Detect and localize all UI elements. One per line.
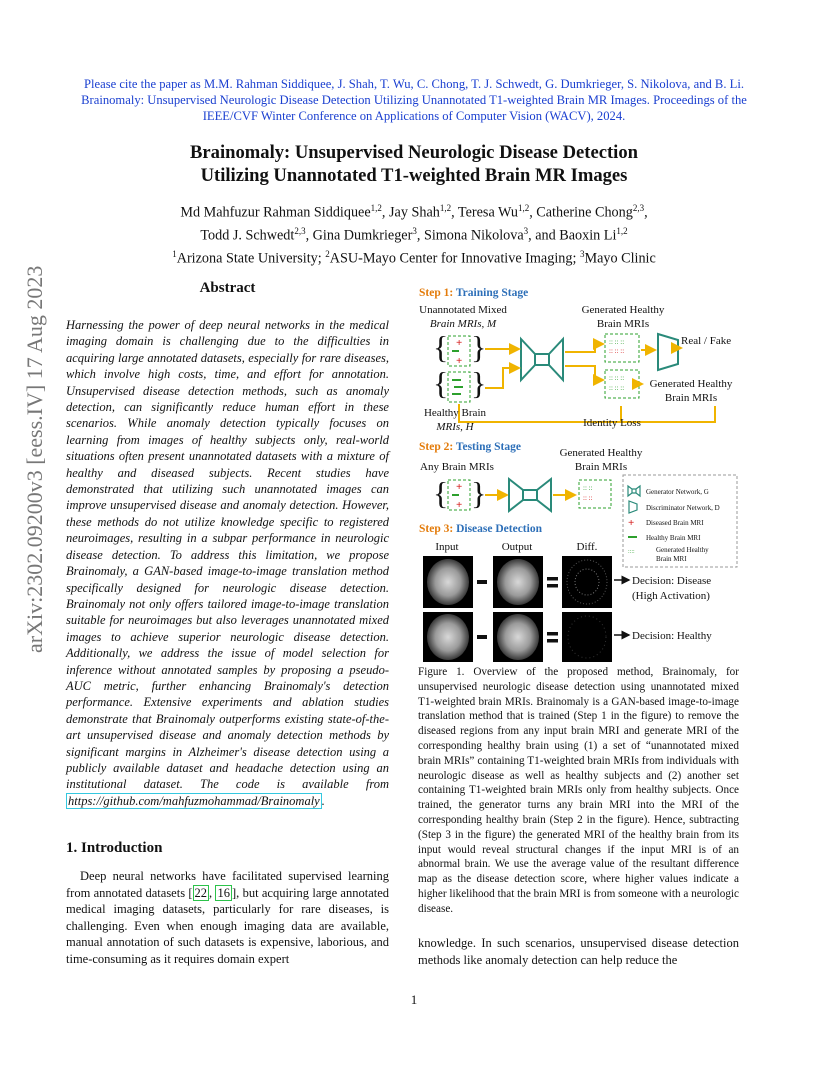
figure-caption: Figure 1. Overview of the proposed method, Brainomaly, for unsupervised neurologic disease detection using unannotated mixed T1-weighted brain MRIs. Brainomaly is a GAN-based image-to-image translation method that is trained (Step 1 in the figure) to remove the diseased regions from any input brain MRI and generate MRI of the corresponding healthy brain using (1) a set of “unannotated mixed brain MRIs” containing T1-weighted brain MRIs from individuals with neurologic disease as well as healthy subjects and (2) another set containing T1-weighted brain MRIs only from healthy subjects. Once trained, the generator turns any brain MRI into the MRI of the corresponding healthy brain (Step 2 in the figure). Hence, subtracting (Step 3 in the figure) the generated MRI of the healthy brain from its input would reveal structural changes if the input MRI is of an abnormal brain. We use the average value of the resultant difference map as the disease detection score, where higher values indicate a higher likelihood that the brain MRI is from someone with a neurologic disease. [418,666,739,915]
step2-heading: Step 2: Testing Stage [419,441,521,453]
arxiv-sidebar [18,265,52,657]
generated-healthy-label: Generated Healthy [581,304,665,316]
page-number: 1 [410,992,418,1007]
svg-text::: ::: :: :: [583,494,593,502]
step3-heading: Step 3: Disease Detection [419,523,542,535]
difference-map-image [562,612,612,662]
abstract-end: . [321,793,325,808]
intro-text: ], but acquiring large annotated medical imaging datasets, particularly for rare diseases, is challenging. Even when enough imaging data are available, manual annotation of such datasets is expensive, laborious, and time-consuming as it requires domain expert [66,885,390,966]
svg-text::: :: ::: :: :: :: [609,338,625,346]
citation-ref[interactable]: 16 [217,885,230,900]
generator-network-icon [521,339,563,380]
author-name: , and Baoxin Li [528,227,617,244]
svg-text::: :: ::: :: :: :: [609,374,625,382]
unannotated-label: Brain MRIs, M [429,318,497,330]
legend-generated: Generated Healthy [656,546,709,554]
affiliation-name: ASU-Mayo Center for Innovative Imaging; [329,251,580,268]
affiliation-mark: 1,2 [616,226,628,237]
generated-marker-icon: :::: [628,549,635,555]
input-mri-image [427,614,469,660]
decision-disease: (High Activation) [632,590,710,602]
healthy-mri-set [433,365,486,402]
author-name: , Gina Dumkrieger [305,227,413,244]
affiliation-mark: 2,3 [632,203,645,213]
affiliation-mark: 1,2 [439,203,452,213]
svg-text:{: { [433,475,449,511]
diff-column-label: Diff. [576,541,598,553]
output-mri-image [497,559,539,605]
intro-text: Deep neural networks have facilitated supervised learning from annotated datasets [ [66,869,389,900]
generator-network-icon [628,486,640,496]
affiliation-name: Arizona State University; [176,251,326,268]
author-name: , Teresa Wu [451,204,518,221]
decision-healthy: Decision: Healthy [632,630,712,642]
svg-text:+: + [456,337,463,349]
affiliation-name: Mayo Clinic [584,251,656,268]
generated-mri-set [579,480,611,508]
code-link[interactable]: https://github.com/mahfuzmohammad/Brainomaly [68,793,320,808]
input-mri-image [427,559,469,605]
input-mri-set [433,475,486,511]
svg-text:+: + [456,355,463,367]
affiliation-mark: 1,2 [517,203,530,213]
generated-healthy-label: Brain MRIs [574,461,628,473]
authors-line-1: Md Mahfuzur Rahman Siddiquee$^{1,2}$, Jay Shah$^{1,2}$, Teresa Wu$^{1,2}$, Catherine Chong$^{2,3}$, [180,203,648,221]
difference-map-image [562,556,612,608]
affiliation-mark: 3 [412,226,417,237]
output-column-label: Output [501,541,533,553]
healthy-mri-label: MRIs, H [436,421,474,433]
svg-text::: :: ::: :: :: :: [609,347,625,355]
generator-network-icon [509,479,551,511]
healthy-mri-label: Healthy Brain [423,407,487,419]
intro-paragraph [66,868,389,967]
affiliation-mark: 2,3 [294,226,306,237]
real-fake-label: Real / Fake [681,335,732,347]
abstract-heading: Abstract [199,280,256,296]
svg-text:{: { [433,365,449,401]
author-name: Md Mahfuzur Rahman Siddiquee [180,204,371,221]
paper-title [100,141,728,187]
svg-text::: ::: :: :: [583,484,593,492]
authors-line-2 [80,222,748,245]
author-name: , Jay Shah [381,204,440,221]
intro-text: , [209,885,216,900]
discriminator-network-icon [658,334,678,370]
decision-disease: Decision: Disease [632,575,712,587]
svg-text::: :: ::: :: :: :: [609,384,625,392]
figure-1-diagram [415,282,740,662]
diseased-marker-icon: + [628,517,635,529]
legend-healthy: Healthy Brain MRI [646,534,701,542]
figure-legend [623,475,737,567]
svg-text:}: } [471,475,487,511]
affiliation-mark: 3 [523,226,529,237]
svg-text:{: { [433,329,449,365]
legend-discriminator: Discriminator Network, D [646,504,720,512]
generated-healthy-label: Brain MRIs [596,318,650,330]
discriminator-network-icon [629,501,637,513]
affiliation-mark: 1 [172,249,177,260]
input-column-label: Input [435,541,459,553]
svg-text:+: + [456,499,463,511]
generated-mri-set [605,334,639,362]
section-heading: 1. Introduction [66,840,163,856]
affiliation-mark: 1,2 [370,203,382,213]
svg-text:}: } [471,365,487,401]
step1-heading: Step 1: Training Stage [419,287,529,299]
author-block [80,199,748,269]
title-line-2: Utilizing Unannotated T1-weighted Brain MR Images [200,165,628,186]
svg-text:+: + [456,481,463,493]
generated-healthy-label: Brain MRIs [664,392,718,404]
legend-diseased: Diseased Brain MRI [646,519,704,527]
body-text-right: knowledge. In such scenarios, unsupervised disease detection methods like anomaly detection can help reduce the [418,936,739,967]
title-line-1: Brainomaly: Unsupervised Neurologic Disease Detection [190,142,638,163]
generated-mri-set [605,370,639,398]
legend-generated: Brain MRI [656,555,687,563]
generated-healthy-label: Generated Healthy [649,378,733,390]
author-name: , Simona Nikolova [416,227,524,244]
identity-loss-label: Identity Loss [583,417,641,429]
mixed-mri-set [433,329,486,367]
output-mri-image [497,614,539,660]
citation-ref[interactable]: 22 [194,885,208,900]
any-brain-label: Any Brain MRIs [420,461,494,473]
affiliations-line [80,245,748,268]
arxiv-identifier: arXiv:2302.09200v3 [eess.IV] 17 Aug 2023 [22,265,47,653]
citation-note: Please cite the paper as M.M. Rahman Siddiquee, J. Shah, T. Wu, C. Chong, T. J. Schwedt, G. Dumkrieger, S. Nikolova, and B. Li. Brainomaly: Unsupervised Neurologic Disease Detection Utilizing Unannotated T1-weighted Brain MR Images. Proceedings of the IEEE/CVF Winter Conference on Applications of Computer Vision (WACV), 2024. [81,77,747,123]
legend-generator: Generator Network, G [646,488,709,496]
svg-text:}: } [471,329,487,365]
unannotated-label: Unannotated Mixed [419,304,507,316]
abstract-text: Harnessing the power of deep neural networks in the medical imaging domain is challenging due to the difficulties in acquiring large annotated datasets, especially for rare diseases, which involve high costs, time, and effort for annotation. Unsupervised disease detection methods, such as anomaly detection, can significantly reduce human effort in these scenarios. While anomaly detection typically focuses on learning from images of healthy subjects only, real-world situations often present unannotated datasets with a mixture of healthy and diseased subjects. Recent studies have demonstrated that utilizing such unannotated images can improve unsupervised disease and anomaly detection. However, these methods do not utilize knowledge specific to registered neuroimages, resulting in a subpar performance in neurologic disease detection. To address this limitation, we propose Brainomaly, a GAN-based image-to-image translation method specifically designed for neurologic disease detection. Brainomaly not only offers tailored image-to-image translation suitable for neuroimages but also leverages unannotated mixed images to achieve superior neurologic disease detection. Additionally, we address the issue of model selection for inference without annotated samples by proposing a pseudo-AUC metric, further enhancing Brainomaly's detection performance. Extensive experiments and ablation studies demonstrate that Brainomaly outperforms existing state-of-the-art unsupervised disease and anomaly detection methods by significant margins in Alzheimer's disease detection using a publicly available dataset and headache detection using an institutional dataset. The code is available from [66,318,389,792]
author-name: , Catherine Chong [529,204,633,221]
author-name: Todd J. Schwedt [200,227,295,244]
generated-healthy-label: Generated Healthy [559,447,643,459]
affiliation-mark: 2 [325,249,330,260]
abstract-body [66,317,389,809]
affiliation-mark: 3 [579,249,585,260]
